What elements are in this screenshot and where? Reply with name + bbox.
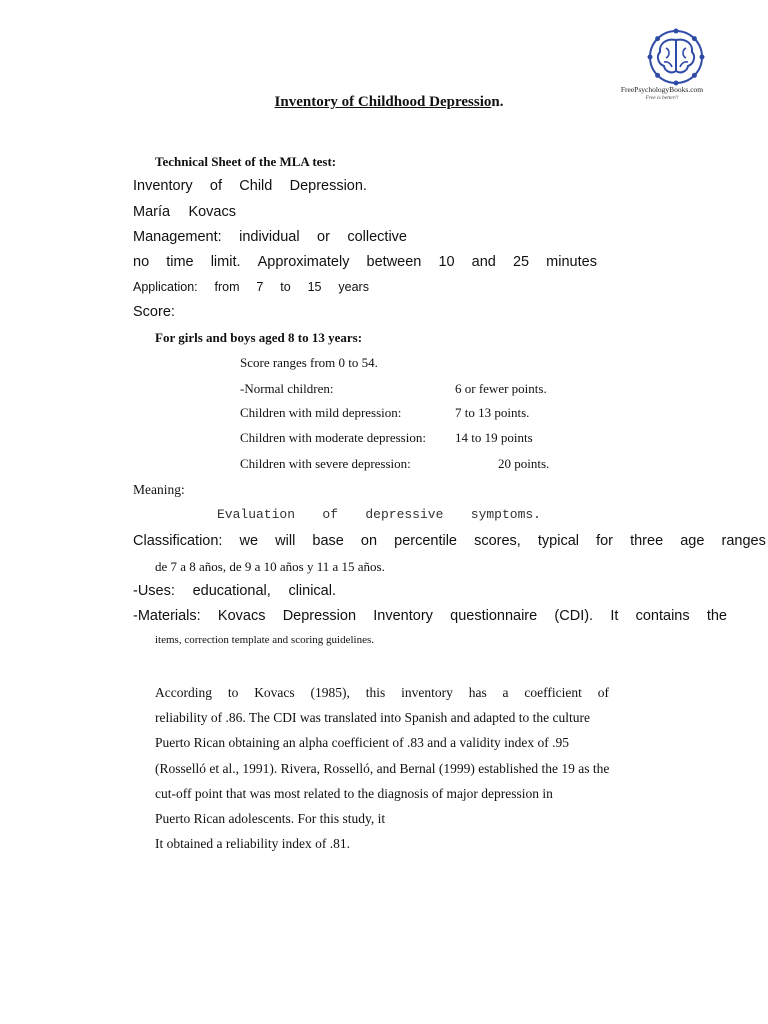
word: Management: bbox=[133, 229, 222, 245]
word: or bbox=[317, 229, 330, 245]
word: Kovacs bbox=[254, 685, 295, 700]
score-row-label: Children with severe depression: bbox=[240, 456, 411, 471]
word: Inventory bbox=[373, 608, 433, 624]
word: base bbox=[312, 533, 344, 549]
word: Kovacs bbox=[217, 608, 266, 624]
word: on bbox=[360, 533, 378, 549]
word: to bbox=[227, 685, 239, 700]
paragraph-line: (Rosselló et al., 1991). Rivera, Rosselló, and Bernal (1999) established the 19 as the bbox=[155, 761, 610, 776]
word: inventory bbox=[401, 685, 453, 700]
word: three bbox=[630, 533, 664, 549]
sheet-line-5 bbox=[133, 280, 369, 294]
word: Child bbox=[239, 178, 273, 194]
score-row-label: Children with moderate depression: bbox=[240, 430, 426, 445]
word: time bbox=[166, 254, 194, 270]
word: María bbox=[133, 204, 171, 220]
sheet-line-1 bbox=[133, 178, 367, 194]
word: and bbox=[471, 254, 496, 270]
word: According bbox=[155, 685, 212, 700]
word: -Uses: bbox=[133, 583, 175, 599]
materials-line-1 bbox=[133, 608, 727, 624]
sheet-heading: Technical Sheet of the MLA test: bbox=[155, 154, 337, 169]
word: clinical. bbox=[288, 583, 336, 599]
paragraph-line-1 bbox=[155, 685, 609, 701]
word: 15 bbox=[307, 280, 322, 294]
word: Depression. bbox=[289, 178, 367, 194]
word: of bbox=[209, 178, 223, 194]
page-title bbox=[0, 94, 768, 111]
word: of bbox=[597, 685, 609, 700]
sheet-line-4 bbox=[133, 254, 597, 270]
paragraph-line: reliability of .86. The CDI was translated into Spanish and adapted to the culture bbox=[155, 710, 591, 725]
word: coefficient bbox=[524, 685, 582, 700]
word: depressive bbox=[365, 507, 444, 522]
word: for bbox=[596, 533, 614, 549]
score-row-value: 6 or fewer points. bbox=[455, 381, 547, 396]
word: Inventory bbox=[133, 178, 193, 194]
score-row-value: 7 to 13 points. bbox=[455, 405, 530, 420]
word: ranges bbox=[721, 533, 766, 549]
word: questionnaire bbox=[450, 608, 538, 624]
paragraph-line: It obtained a reliability index of .81. bbox=[155, 836, 350, 851]
score-row-label: -Normal children: bbox=[240, 381, 334, 396]
word: Kovacs bbox=[188, 204, 236, 220]
word: collective bbox=[347, 229, 407, 245]
word: will bbox=[275, 533, 296, 549]
word: Application: bbox=[133, 280, 198, 294]
word: 25 bbox=[512, 254, 530, 270]
word: the bbox=[706, 608, 727, 624]
score-row-value: 20 points. bbox=[498, 456, 550, 471]
uses-line bbox=[133, 583, 336, 599]
word: scores, bbox=[474, 533, 521, 549]
word: individual bbox=[239, 229, 300, 245]
score-range: Score ranges from 0 to 54. bbox=[240, 355, 378, 370]
brain-network-icon bbox=[646, 28, 706, 86]
word: -Materials: bbox=[133, 608, 201, 624]
logo bbox=[612, 24, 742, 104]
word: this bbox=[365, 685, 386, 700]
paragraph-line: Puerto Rican obtaining an alpha coefficient of .83 and a validity index of .95 bbox=[155, 735, 570, 750]
word: minutes bbox=[546, 254, 597, 270]
word: has bbox=[468, 685, 487, 700]
logo-site-name: FreePsychologyBooks.com bbox=[620, 85, 704, 94]
meaning-label: Meaning: bbox=[133, 482, 185, 497]
word: contains bbox=[635, 608, 690, 624]
word: of bbox=[322, 507, 338, 522]
word: 10 bbox=[438, 254, 455, 270]
word: a bbox=[502, 685, 509, 700]
word: (1985), bbox=[310, 685, 350, 700]
paragraph-line: cut-off point that was most related to the diagnosis of major depression in bbox=[155, 786, 553, 801]
word: Approximately bbox=[257, 254, 350, 270]
logo-slogan: Free is better!! bbox=[645, 95, 679, 101]
word: no bbox=[133, 254, 150, 270]
word: from bbox=[214, 280, 240, 294]
word: percentile bbox=[394, 533, 457, 549]
word: typical bbox=[537, 533, 580, 549]
word: age bbox=[680, 533, 705, 549]
score-label: Score: bbox=[133, 304, 175, 320]
page-title-underlined: Inventory of Childhood Depressio bbox=[274, 94, 492, 110]
paragraph-line: Puerto Rican adolescents. For this study, it bbox=[155, 811, 386, 826]
word: years bbox=[338, 280, 369, 294]
classification-line-1 bbox=[133, 533, 766, 549]
word: It bbox=[610, 608, 619, 624]
word: we bbox=[239, 533, 259, 549]
word: to bbox=[280, 280, 291, 294]
classification-line-2: de 7 a 8 años, de 9 a 10 años y 11 a 15 años. bbox=[155, 559, 385, 574]
word: Classification: bbox=[133, 533, 223, 549]
sheet-line-3 bbox=[133, 229, 407, 245]
score-row-label: Children with mild depression: bbox=[240, 405, 402, 420]
word: 7 bbox=[256, 280, 264, 294]
page-title-tail: n. bbox=[491, 94, 504, 110]
scoring-heading: For girls and boys aged 8 to 13 years: bbox=[155, 330, 363, 345]
word: (CDI). bbox=[554, 608, 594, 624]
word: Depression bbox=[282, 608, 357, 624]
word: limit. bbox=[210, 254, 241, 270]
word: educational, bbox=[192, 583, 271, 599]
word: Evaluation bbox=[217, 507, 296, 522]
sheet-line-2 bbox=[133, 204, 236, 220]
word: between bbox=[366, 254, 422, 270]
meaning-text bbox=[217, 507, 541, 522]
materials-line-2: items, correction template and scoring guidelines. bbox=[155, 634, 375, 646]
score-row-value: 14 to 19 points bbox=[455, 430, 533, 445]
word: symptoms. bbox=[470, 507, 541, 522]
